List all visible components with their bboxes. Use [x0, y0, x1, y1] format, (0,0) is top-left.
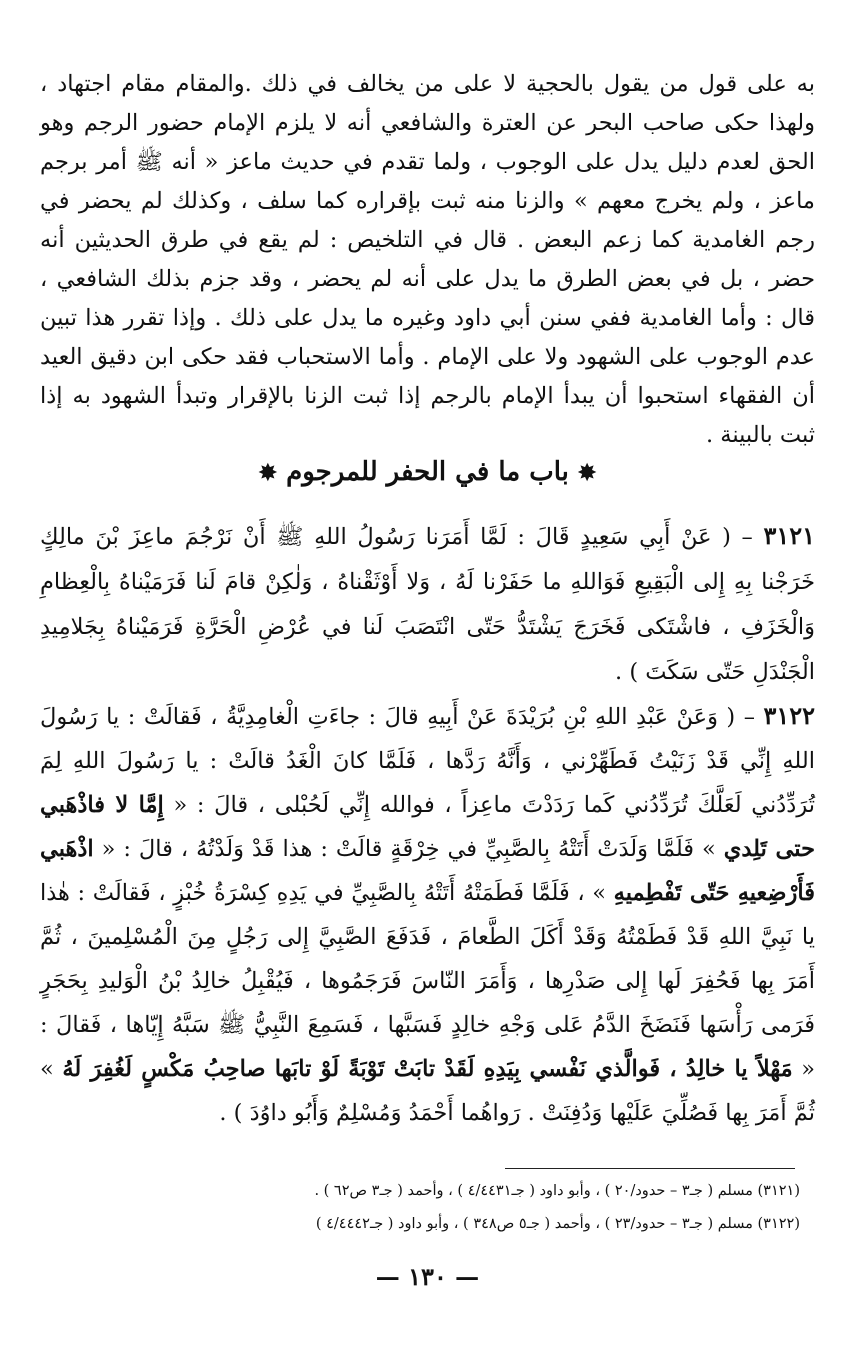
star-ornament-icon: ✸: [258, 460, 278, 486]
footnote-3122: (٣١٢٢) مسلم ( جـ٣ – حدود/٢٣ ) ، وأحمد ( جـ٥ ص٣٤٨ ) ، وأبو داود ( جـ٤/٤٤٤٢ ): [315, 1216, 800, 1232]
hadith-text: – ( عَنْ أَبِي سَعِيدٍ قَالَ : لَمَّا أَمَرَنا رَسُولُ اللهِ ﷺ أَنْ نَرْجُمَ ماعِزَ بْنَ مالِكٍ خَرَجْنا بِهِ إِلى الْبَقِيعِ فَوَاللهِ ما حَفَرْنا لَهُ ، وَلا أَوْثَقْناهُ ، وَلٰكِنْ قامَ لَنا فَرَمَيْناهُ بِالْعِظامِ وَالْخَزَفِ ، فاشْتَكى فَخَرَجَ يَشْتَدُّ حَتّى انْتَصَبَ لَنا في عُرْضِ الْحَرَّةِ فَرَمَيْناهُ بِجَلامِيدِ الْجَنْدَلِ حَتّى سَكَتَ ) .: [40, 524, 815, 685]
intro-paragraph: به على قول من يقول بالحجية لا على من يخالف في ذلك .والمقام مقام اجتهاد ، ولهذا حكى صاحب البحر عن العترة والشافعي أنه لا يلزم الإمام حضور الرجم وهو الحق لعدم دليل يدل على الوجوب ، ولما تقدم في حديث ماعز « أنه ﷺ أمر برجم ماعز ، ولم يخرج معهم » والزنا منه ثبت بإقراره كما سلف ، وكذلك لم يحضر في رجم الغامدية كما زعم البعض . قال في التلخيص : لم يقع في طرق الحديثين أنه حضر ، بل في بعض الطرق ما يدل على أنه لم يحضر ، وقد جزم بذلك الشافعي ، قال : وأما الغامدية ففي سنن أبي داود وغيره ما يدل على ذلك . وإذا تقرر هذا تبين عدم الوجوب على الشهود ولا على الإمام . وأما الاستحباب فقد حكى ابن دقيق العيد أن الفقهاء استحبوا أن يبدأ الإمام بالرجم إذا ثبت الزنا بالإقرار وتبدأ الشهود به إذا ثبت بالبينة .: [40, 71, 815, 448]
footnote-divider: [505, 1168, 795, 1169]
hadith-quote: إِمَّا لا فاذْهَبي حتى تَلِدي: [40, 792, 815, 862]
page-number: — ١٣٠ —: [375, 1262, 480, 1291]
hadith-3122: [40, 694, 815, 1135]
hadith-quote: اذْهَبي فَأَرْضِعيهِ حَتّى تَفْطِميهِ: [40, 836, 815, 906]
footnote-3121: (٣١٢١) مسلم ( جـ٣ – حدود/٢٠ ) ، وأبو داود ( جـ٤/٤٤٣١ ) ، وأحمد ( جـ٣ ص٦٢ ) .: [314, 1183, 800, 1199]
hadith-text: – ( وَعَنْ عَبْدِ اللهِ بْنِ بُرَيْدَةَ عَنْ أَبِيهِ قالَ : جاءَتِ الْغامِدِيَّةُ ، فَقالَتْ : يا رَسُولَ اللهِ إِنِّي قَدْ زَنَيْتُ فَطَهِّرْني ، وَأَنَّهُ رَدَّها ، فَلَمَّا كانَ الْغَدُ قالَتْ : يا رَسُولَ اللهِ لِمَ تُرَدِّدُني لَعَلَّكَ تُرَدِّدُني كَما رَدَدْتَ ماعِزاً ، فوالله إِنِّي لَحُبْلى ، قالَ : «: [40, 704, 816, 818]
chapter-heading: [40, 452, 815, 493]
hadith-number: ٣١٢٢: [763, 701, 816, 730]
hadith-quote: مَهْلاً يا خالِدُ ، فَوالَّذي نَفْسي بِيَدِهِ لَقَدْ تابَتْ تَوْبَةً لَوْ تابَها صاحِبُ مَكْسٍ لَغُفِرَ لَهُ: [62, 1056, 793, 1082]
hadith-text: » ثُمَّ أَمَرَ بِها فَصُلِّيَ عَلَيْها وَدُفِنَتْ . رَواهُما أَحْمَدُ وَمُسْلِمٌ وَأَبُو داوُدَ ) .: [40, 1056, 815, 1126]
hadith-number: ٣١٢١: [763, 521, 815, 550]
hadith-text: » فَلَمَّا وَلَدَتْ أَتَتْهُ بِالصَّبِيِّ في خِرْقَةٍ قالَتْ : هذا قَدْ وَلَدْتُهُ ، قالَ : «: [101, 836, 716, 862]
star-ornament-icon: ✸: [577, 460, 597, 486]
chapter-title: باب ما في الحفر للمرجوم: [286, 457, 569, 487]
hadith-3121: [40, 513, 815, 695]
hadith-text: » ، فَلَمَّا فَطَمَتْهُ أَتَتْهُ بِالصَّبِيِّ في يَدِهِ كِسْرَةُ خُبْزٍ ، فَقالَتْ : هٰذا يا نَبِيَّ اللهِ قَدْ فَطَمْتُهُ وَقَدْ أَكَلَ الطَّعامَ ، فَدَفَعَ الصَّبِيَّ إِلى رَجُلٍ مِنَ الْمُسْلِمينَ ، ثُمَّ أَمَرَ بِها فَحُفِرَ لَها إِلى صَدْرِها ، وَأَمَرَ النّاسَ فَرَجَمُوها ، فَيُقْبِلُ خالِدُ بْنُ الْوَليدِ بِحَجَرٍ فَرَمى رَأْسَها فَنَضَخَ الدَّمُ عَلى وَجْهِ خالِدٍ فَسَبَّها ، فَسَمِعَ النَّبِيُّ ﷺ سَبَّهُ إِيّاها ، فَقالَ : «: [40, 880, 815, 1082]
